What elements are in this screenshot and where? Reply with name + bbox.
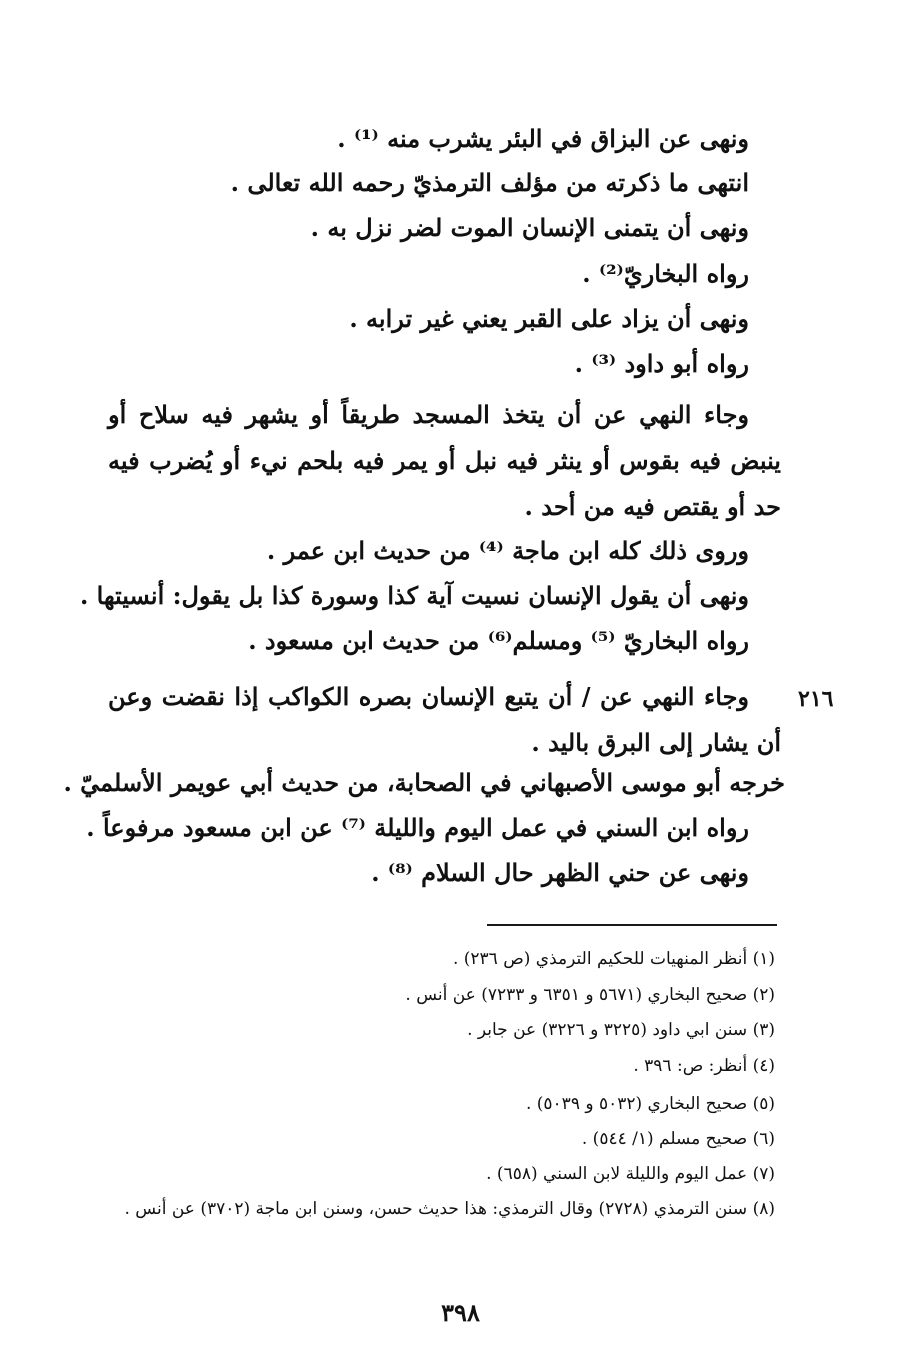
text-line: انتهى ما ذكرته من مؤلف الترمذيّ رحمه الله تعالى . bbox=[230, 168, 749, 197]
footnote: (٧) عمل اليوم والليلة لابن السني (٦٥٨) . bbox=[486, 1164, 775, 1184]
text-line: ونهى أن يقول الإنسان نسيت آية كذا وسورة كذا بل يقول: أنسيتها . bbox=[79, 581, 749, 610]
footnote: (٤) أنظر: ص: ٣٩٦ . bbox=[633, 1056, 775, 1076]
text-line: ونهى عن حني الظهر حال السلام ⁽⁸⁾ . bbox=[371, 858, 749, 887]
footnote: (٥) صحيح البخاري (٥٠٣٢ و ٥٠٣٩) . bbox=[525, 1094, 775, 1114]
text-line: ونهى أن يزاد على القبر يعني غير ترابه . bbox=[349, 304, 749, 333]
footnote: (٣) سنن ابي داود (٣٢٢٥ و ٣٢٢٦) عن جابر . bbox=[467, 1020, 775, 1040]
page-number: ٣٩٨ bbox=[441, 1298, 480, 1327]
paragraph bbox=[108, 674, 781, 766]
footnote: (١) أنظر المنهيات للحكيم الترمذي (ص ٢٣٦) . bbox=[452, 949, 775, 969]
text-line: رواه أبو داود ⁽³⁾ . bbox=[574, 349, 749, 378]
footnote: (٦) صحيح مسلم (١/ ٥٤٤) . bbox=[581, 1129, 775, 1149]
text-line: وروى ذلك كله ابن ماجة ⁽⁴⁾ من حديث ابن عمر . bbox=[266, 536, 749, 565]
footnote-separator bbox=[487, 924, 777, 926]
text-line: ونهى أن يتمنى الإنسان الموت لضر نزل به . bbox=[310, 213, 749, 242]
footnote: (٢) صحيح البخاري (٥٦٧١ و ٦٣٥١ و ٧٢٣٣) عن أنس . bbox=[405, 985, 775, 1005]
text-line: رواه ابن السني في عمل اليوم والليلة ⁽⁷⁾ عن ابن مسعود مرفوعاً . bbox=[86, 813, 749, 842]
paragraph bbox=[108, 392, 781, 530]
text-line: ونهى عن البزاق في البئر يشرب منه ⁽¹⁾ . bbox=[337, 124, 749, 153]
text-line: خرجه أبو موسى الأصبهاني في الصحابة، من حديث أبي عويمر الأسلميّ . bbox=[63, 768, 785, 797]
text-line: رواه البخاريّ⁽²⁾ . bbox=[582, 259, 749, 288]
footnote: (٨) سنن الترمذي (٢٧٢٨) وقال الترمذي: هذا حديث حسن، وسنن ابن ماجة (٣٧٠٢) عن أنس . bbox=[124, 1199, 775, 1219]
paragraph-text: وجاء النهي عن أن يتخذ المسجد طريقاً أو يشهر فيه سلاح أو ينبض فيه بقوس أو ينثر فيه نبل أو يمر فيه بلحم نيء أو يُضرب فيه حد أو يقتص فيه من أحد . bbox=[108, 400, 781, 521]
text-line: رواه البخاريّ ⁽⁵⁾ ومسلم⁽⁶⁾ من حديث ابن مسعود . bbox=[248, 626, 749, 655]
margin-page-number: ٢١٦ bbox=[798, 686, 834, 712]
paragraph-text: وجاء النهي عن / أن يتبع الإنسان بصره الكواكب إذا نقضت وعن أن يشار إلى البرق باليد . bbox=[108, 682, 781, 757]
